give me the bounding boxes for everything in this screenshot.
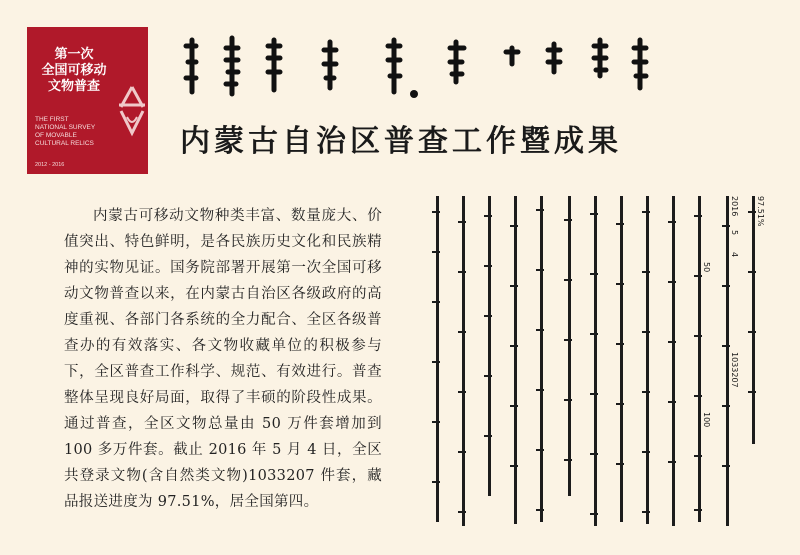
logo-years: 2012 - 2016: [35, 162, 65, 168]
mn-number-2016: 2016: [730, 196, 739, 217]
mongolian-title: [182, 32, 652, 102]
mongolian-body-text: [428, 192, 780, 538]
mn-number-1033207: 1033207: [730, 352, 739, 388]
survey-logo: [27, 27, 148, 174]
mn-number-100: 100: [702, 412, 711, 428]
mn-number-97: 97.51%: [756, 196, 765, 227]
mn-number-50: 50: [702, 262, 711, 273]
logo-english-title: THE FIRST NATIONAL SURVEY OF MOVABLE CULTURAL RELICS: [35, 116, 96, 147]
mn-number-5: 5: [730, 230, 739, 236]
chinese-body-text: 内蒙古可移动文物种类丰富、数量庞大、价值突出、特色鲜明，是各民族历史文化和民族精神的实物见证。国务院部署开展第一次全国可移动文物普查以来，在内蒙古自治区各级政府的高度重视、各部门各系统的全力配合、全区各级普查办的有效落实、各文物收藏单位的积极参与下，全区普查工作科学、规范、有效进行。普查整体呈现良好局面，取得了丰硕的阶段性成果。通过普查，全区文物总量由 50 万件套增加到 100 多万件套。截止 2016 年 5 月 4 日，全区共登录文物(含自然类文物)1033207 件套，藏品报送进度为 97.51%，居全国第四。: [64, 208, 382, 510]
mn-number-4: 4: [730, 252, 739, 258]
logo-chinese-title: 第一次 全国可移动 文物普查: [41, 47, 107, 94]
page-title: 内蒙古自治区普查工作暨成果: [180, 124, 622, 159]
